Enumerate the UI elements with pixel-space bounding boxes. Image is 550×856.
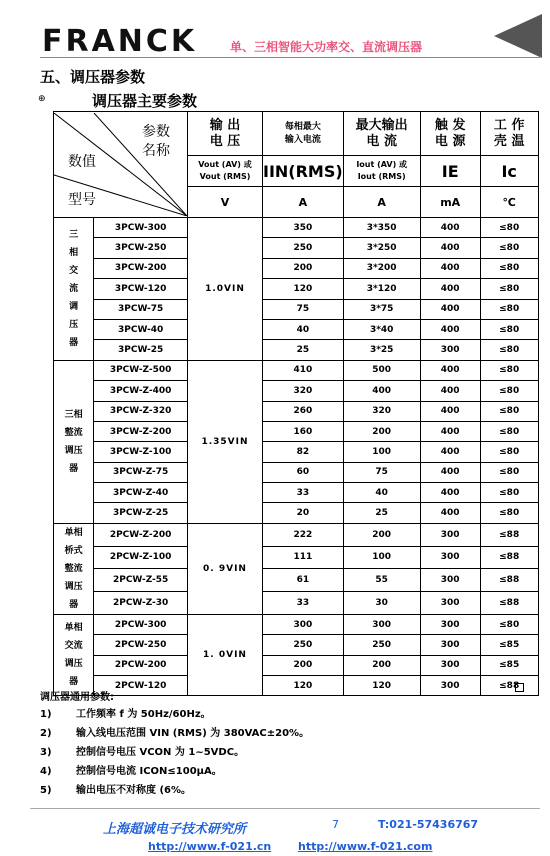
- model-cell: 2PCW-120: [94, 676, 188, 696]
- tc-cell: ≤88: [480, 676, 538, 696]
- table-row: [54, 462, 539, 482]
- col-title-tc: 工 作 壳 温: [480, 112, 538, 156]
- general-parameters: [40, 688, 309, 798]
- tc-cell: ≤85: [480, 655, 538, 675]
- section-title: 五、调压器参数: [40, 68, 146, 86]
- iin-cell: 111: [263, 546, 344, 569]
- tc-cell: ≤80: [480, 319, 538, 339]
- col-sub-vout: Vout (AV) 或 Vout (RMS): [188, 156, 263, 187]
- tc-cell: ≤88: [480, 546, 538, 569]
- table-row: [54, 442, 539, 462]
- ie-cell: 400: [420, 503, 480, 523]
- table-row: [54, 258, 539, 278]
- col-title-ie: 触 发 电 源: [420, 112, 480, 156]
- iout-cell: 200: [343, 655, 420, 675]
- table-row: [54, 360, 539, 380]
- iout-cell: 3*200: [343, 258, 420, 278]
- ie-cell: 400: [420, 258, 480, 278]
- table-row: [54, 592, 539, 615]
- iout-cell: 3*250: [343, 238, 420, 258]
- table-row: [54, 523, 539, 546]
- ie-cell: 400: [420, 218, 480, 238]
- model-cell: 2PCW-250: [94, 635, 188, 655]
- corner-triangle-icon: [494, 14, 542, 58]
- tc-cell: ≤80: [480, 614, 538, 634]
- note-item: 1) 工作频率 f 为 50Hz/60Hz。: [40, 709, 211, 720]
- model-cell: 3PCW-25: [94, 340, 188, 360]
- iin-cell: 60: [263, 462, 344, 482]
- col-unit-iin: A: [263, 187, 344, 218]
- iout-cell: 3*350: [343, 218, 420, 238]
- table-row: [54, 614, 539, 634]
- iout-cell: 200: [343, 421, 420, 441]
- table-row: [54, 655, 539, 675]
- parameter-table: [53, 111, 539, 696]
- model-cell: 3PCW-200: [94, 258, 188, 278]
- table-row: [54, 279, 539, 299]
- ie-cell: 300: [420, 546, 480, 569]
- tc-cell: ≤80: [480, 503, 538, 523]
- col-title-iout: 最大输出 电 流: [343, 112, 420, 156]
- iout-cell: 500: [343, 360, 420, 380]
- iout-cell: 120: [343, 676, 420, 696]
- iin-cell: 120: [263, 676, 344, 696]
- group-name: 三相 整流 调压 器: [54, 360, 94, 523]
- vout-cell: 0. 9VIN: [188, 523, 263, 614]
- iin-cell: 300: [263, 614, 344, 634]
- ie-cell: 400: [420, 462, 480, 482]
- ie-cell: 400: [420, 483, 480, 503]
- ie-cell: 400: [420, 299, 480, 319]
- col-unit-ie: mA: [420, 187, 480, 218]
- corner-value-label: 数值: [68, 154, 96, 170]
- col-title-iin: 每相最大 输入电流: [263, 112, 344, 156]
- ie-cell: 300: [420, 676, 480, 696]
- ie-cell: 300: [420, 635, 480, 655]
- iout-cell: 25: [343, 503, 420, 523]
- tc-cell: ≤80: [480, 279, 538, 299]
- footer-org: 上海超诚电子技术研究所: [103, 822, 247, 837]
- iin-cell: 250: [263, 238, 344, 258]
- model-cell: 3PCW-Z-200: [94, 421, 188, 441]
- ie-cell: 400: [420, 279, 480, 299]
- iin-cell: 120: [263, 279, 344, 299]
- ie-cell: 400: [420, 360, 480, 380]
- tc-cell: ≤80: [480, 442, 538, 462]
- model-cell: 3PCW-300: [94, 218, 188, 238]
- tc-cell: ≤80: [480, 218, 538, 238]
- table-row: [54, 569, 539, 592]
- corner-param-label: 参数 名称: [142, 124, 170, 159]
- group-name: 三 相 交 流 调 压 器: [54, 218, 94, 361]
- note-item: 3) 控制信号电压 VCON 为 1~5VDC。: [40, 747, 245, 758]
- table-row: [54, 340, 539, 360]
- tc-cell: ≤80: [480, 483, 538, 503]
- iin-cell: 20: [263, 503, 344, 523]
- iout-cell: 75: [343, 462, 420, 482]
- model-cell: 3PCW-40: [94, 319, 188, 339]
- iin-cell: 33: [263, 483, 344, 503]
- model-cell: 3PCW-Z-320: [94, 401, 188, 421]
- iin-cell: 61: [263, 569, 344, 592]
- vout-cell: 1.0VIN: [188, 218, 263, 361]
- table-row: [54, 238, 539, 258]
- iout-cell: 3*40: [343, 319, 420, 339]
- col-sub-ie: IE: [420, 156, 480, 187]
- footer-link-com[interactable]: http://www.f-021.com: [298, 840, 433, 853]
- model-cell: 2PCW-200: [94, 655, 188, 675]
- model-cell: 3PCW-250: [94, 238, 188, 258]
- col-sub-iin: IIN(RMS): [263, 156, 344, 187]
- iout-cell: 30: [343, 592, 420, 615]
- note-item: 2) 输入线电压范围 VIN (RMS) 为 380VAC±20%。: [40, 728, 310, 739]
- iin-cell: 75: [263, 299, 344, 319]
- iout-cell: 100: [343, 442, 420, 462]
- model-cell: 3PCW-Z-75: [94, 462, 188, 482]
- col-unit-vout: V: [188, 187, 263, 218]
- col-unit-tc: ℃: [480, 187, 538, 218]
- table-row: [54, 635, 539, 655]
- col-sub-tc: Ic: [480, 156, 538, 187]
- footer-phone: T:021-57436767: [378, 818, 479, 831]
- tc-cell: ≤80: [480, 462, 538, 482]
- ie-cell: 400: [420, 381, 480, 401]
- iin-cell: 33: [263, 592, 344, 615]
- note-item: 4) 控制信号电流 ICON≤100μA。: [40, 766, 222, 777]
- iin-cell: 82: [263, 442, 344, 462]
- group-name: 单相 桥式 整流 调压 器: [54, 523, 94, 614]
- table-row: [54, 381, 539, 401]
- iin-cell: 410: [263, 360, 344, 380]
- iout-cell: 3*75: [343, 299, 420, 319]
- iin-cell: 350: [263, 218, 344, 238]
- table-row: [54, 299, 539, 319]
- header-divider: [40, 57, 540, 58]
- footer-divider: [30, 808, 540, 809]
- table-row: [54, 319, 539, 339]
- table-row: [54, 503, 539, 523]
- tc-cell: ≤80: [480, 381, 538, 401]
- tc-cell: ≤88: [480, 569, 538, 592]
- model-cell: 3PCW-120: [94, 279, 188, 299]
- tc-cell: ≤80: [480, 421, 538, 441]
- iout-cell: 100: [343, 546, 420, 569]
- ie-cell: 300: [420, 569, 480, 592]
- col-title-vout: 输 出 电 压: [188, 112, 263, 156]
- ie-cell: 300: [420, 592, 480, 615]
- iin-cell: 250: [263, 635, 344, 655]
- tc-cell: ≤80: [480, 340, 538, 360]
- corner-header-cell: [54, 112, 188, 218]
- iout-cell: 300: [343, 614, 420, 634]
- ie-cell: 400: [420, 319, 480, 339]
- ie-cell: 400: [420, 401, 480, 421]
- ie-cell: 400: [420, 421, 480, 441]
- tc-cell: ≤80: [480, 360, 538, 380]
- iout-cell: 400: [343, 381, 420, 401]
- vout-cell: 1.35VIN: [188, 360, 263, 523]
- model-cell: 2PCW-Z-30: [94, 592, 188, 615]
- ie-cell: 300: [420, 614, 480, 634]
- header-tagline: 单、三相智能大功率交、直流调压器: [230, 40, 423, 54]
- table-title: 调压器主要参数: [92, 92, 198, 110]
- iin-cell: 222: [263, 523, 344, 546]
- iout-cell: 3*25: [343, 340, 420, 360]
- col-sub-iout: Iout (AV) 或 Iout (RMS): [343, 156, 420, 187]
- model-cell: 3PCW-Z-500: [94, 360, 188, 380]
- model-cell: 2PCW-Z-100: [94, 546, 188, 569]
- ie-cell: 300: [420, 523, 480, 546]
- iin-cell: 200: [263, 655, 344, 675]
- tc-cell: ≤80: [480, 258, 538, 278]
- tc-cell: ≤80: [480, 238, 538, 258]
- footer-link-cn[interactable]: http://www.f-021.cn: [148, 840, 272, 853]
- model-cell: 2PCW-Z-200: [94, 523, 188, 546]
- logo: FRANCK: [42, 24, 198, 59]
- ie-cell: 300: [420, 340, 480, 360]
- vout-cell: 1. 0VIN: [188, 614, 263, 696]
- model-cell: 3PCW-Z-100: [94, 442, 188, 462]
- iin-cell: 160: [263, 421, 344, 441]
- tc-cell: ≤88: [480, 523, 538, 546]
- iin-cell: 200: [263, 258, 344, 278]
- iin-cell: 260: [263, 401, 344, 421]
- model-cell: 3PCW-Z-40: [94, 483, 188, 503]
- table-row: [54, 218, 539, 238]
- iout-cell: 250: [343, 635, 420, 655]
- group-name: 单相 交流 调压 器: [54, 614, 94, 696]
- iout-cell: 320: [343, 401, 420, 421]
- table-row: [54, 401, 539, 421]
- model-cell: 3PCW-Z-400: [94, 381, 188, 401]
- iout-cell: 40: [343, 483, 420, 503]
- iin-cell: 40: [263, 319, 344, 339]
- table-row: [54, 421, 539, 441]
- notes-title: 调压器通用参数:: [40, 692, 114, 703]
- table-row: [54, 546, 539, 569]
- tc-cell: ≤88: [480, 592, 538, 615]
- iin-cell: 25: [263, 340, 344, 360]
- corner-model-label: 型号: [68, 192, 96, 208]
- iout-cell: 3*120: [343, 279, 420, 299]
- col-unit-iout: A: [343, 187, 420, 218]
- tc-cell: ≤85: [480, 635, 538, 655]
- ie-cell: 300: [420, 655, 480, 675]
- note-item: 5) 输出电压不对称度 (6%。: [40, 785, 192, 796]
- model-cell: 3PCW-Z-25: [94, 503, 188, 523]
- page-number: 7: [332, 818, 339, 831]
- table-row: [54, 483, 539, 503]
- ie-cell: 400: [420, 238, 480, 258]
- tc-cell: ≤80: [480, 401, 538, 421]
- model-cell: 2PCW-Z-55: [94, 569, 188, 592]
- tc-cell: ≤80: [480, 299, 538, 319]
- anchor-icon: ⊕: [38, 94, 46, 104]
- table-end-marker: [515, 683, 524, 692]
- iout-cell: 55: [343, 569, 420, 592]
- iout-cell: 200: [343, 523, 420, 546]
- model-cell: 2PCW-300: [94, 614, 188, 634]
- model-cell: 3PCW-75: [94, 299, 188, 319]
- iin-cell: 320: [263, 381, 344, 401]
- ie-cell: 400: [420, 442, 480, 462]
